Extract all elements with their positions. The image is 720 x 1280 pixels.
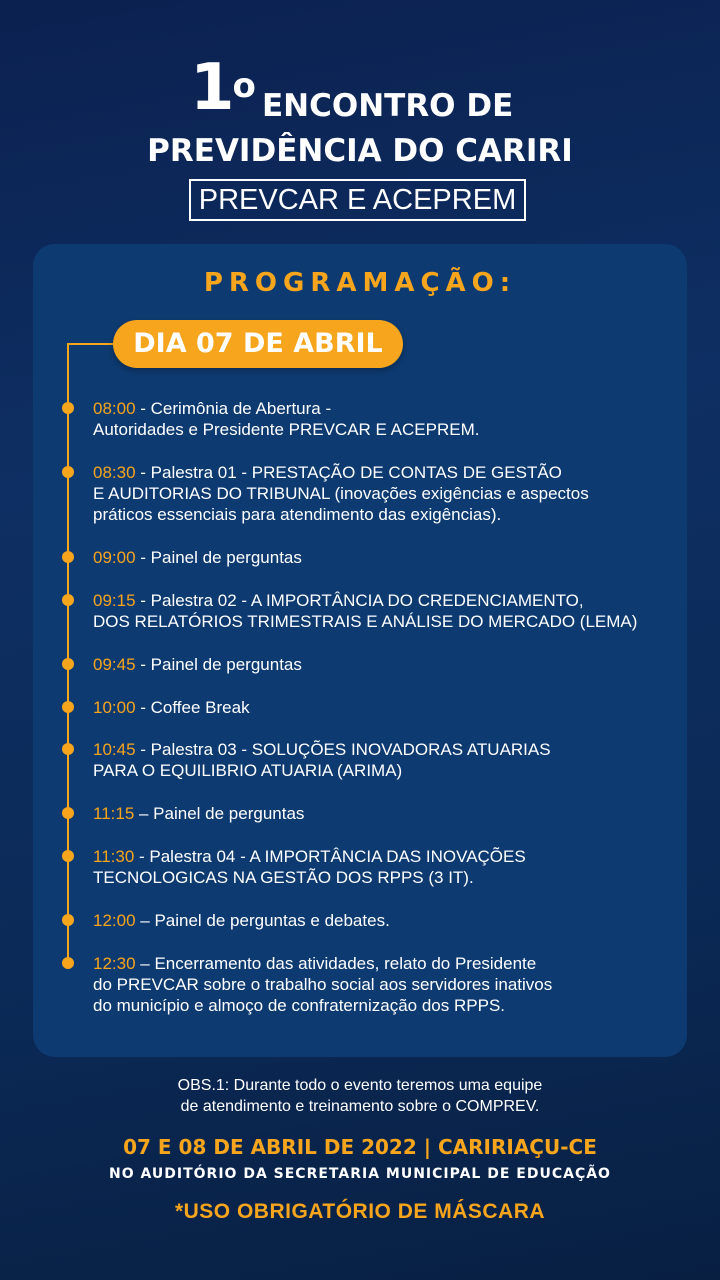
schedule-text: - Painel de perguntas: [135, 548, 302, 567]
timeline-dot: [62, 701, 74, 713]
schedule-item-line: [93, 995, 673, 1016]
ordinal-indicator: o: [232, 66, 254, 106]
edition-number: 1$^o$: [190, 51, 254, 125]
schedule-text: - Palestra 04 - A IMPORTÂNCIA DAS INOVAÇÕES: [134, 847, 526, 866]
schedule-item-line: [93, 483, 673, 504]
observation-note: [0, 1075, 720, 1117]
schedule-item: [93, 846, 673, 888]
schedule-time: 10:45: [93, 740, 136, 759]
timeline-dot: [62, 743, 74, 755]
schedule-item-line: [93, 654, 673, 675]
schedule-time: 11:30: [93, 847, 135, 866]
timeline-dot: [62, 807, 74, 819]
schedule-item-line: [93, 419, 673, 440]
timeline-dot: [62, 466, 74, 478]
schedule-item-line: [93, 867, 673, 888]
event-title-line1: ENCONTRO DE: [262, 88, 514, 124]
schedule-time: 10:00: [93, 698, 136, 717]
schedule-time: 12:00: [93, 911, 136, 930]
schedule-item-line: [93, 739, 673, 760]
schedule-item-line: [93, 974, 673, 995]
event-title-line2: PREVIDÊNCIA DO CARIRI: [147, 133, 573, 169]
schedule-time: 12:30: [93, 954, 136, 973]
timeline-dot: [62, 658, 74, 670]
schedule-item-line: [93, 462, 673, 483]
schedule-item: [93, 739, 673, 781]
schedule-time: 09:00: [93, 548, 136, 567]
schedule-item: [93, 547, 673, 568]
timeline-dot: [62, 957, 74, 969]
schedule-time: 08:00: [93, 399, 136, 418]
schedule-text: do município e almoço de confraternização dos RPPS.: [93, 996, 506, 1015]
schedule-text: DOS RELATÓRIOS TRIMESTRAIS E ANÁLISE DO MERCADO (LEMA): [93, 612, 638, 631]
timeline-dot: [62, 594, 74, 606]
schedule-item-line: [93, 910, 673, 931]
organizers-box: PREVCAR E ACEPREM: [189, 179, 526, 221]
schedule-item-line: [93, 590, 673, 611]
event-venue: NO AUDITÓRIO DA SECRETARIA MUNICIPAL DE EDUCAÇÃO: [109, 1166, 611, 1182]
schedule-time: 09:15: [93, 591, 136, 610]
schedule-time: 09:45: [93, 655, 136, 674]
schedule-text: - Palestra 03 - SOLUÇÕES INOVADORAS ATUARIAS: [135, 740, 551, 759]
schedule-text: - Palestra 02 - A IMPORTÂNCIA DO CREDENCIAMENTO,: [135, 591, 584, 610]
schedule-item: [93, 697, 673, 718]
schedule-item: [93, 953, 673, 1016]
schedule-text: do PREVCAR sobre o trabalho social aos servidores inativos: [93, 975, 553, 994]
schedule-item: [93, 654, 673, 675]
schedule-text: TECNOLOGICAS NA GESTÃO DOS RPPS (3 IT).: [93, 868, 474, 887]
timeline-dot: [62, 402, 74, 414]
schedule-text: – Painel de perguntas: [134, 804, 305, 823]
schedule-text: - Coffee Break: [135, 698, 250, 717]
program-title: PROGRAMAÇÃO:: [203, 268, 517, 298]
schedule-item-line: [93, 398, 673, 419]
event-dates-location: 07 E 08 DE ABRIL DE 2022 | CARIRIAÇU-CE: [123, 1135, 597, 1159]
timeline-connector: [67, 343, 115, 345]
observation-line: OBS.1: Durante todo o evento teremos uma equipe: [177, 1077, 543, 1094]
schedule-item: [93, 398, 673, 440]
schedule-item-line: [93, 611, 673, 632]
schedule-text: PARA O EQUILIBRIO ATUARIA (ARIMA): [93, 761, 403, 780]
schedule-time: 11:15: [93, 804, 135, 823]
schedule-text: Autoridades e Presidente PREVCAR E ACEPREM.: [93, 420, 480, 439]
schedule-item-line: [93, 846, 673, 867]
schedule-item-line: [93, 547, 673, 568]
day-badge: DIA 07 DE ABRIL: [113, 320, 403, 368]
schedule-text: - Palestra 01 - PRESTAÇÃO DE CONTAS DE GESTÃO: [135, 463, 562, 482]
schedule-text: – Encerramento das atividades, relato do Presidente: [135, 954, 537, 973]
schedule-item-line: [93, 953, 673, 974]
schedule-item-line: [93, 803, 673, 824]
schedule-text: E AUDITORIAS DO TRIBUNAL (inovações exigências e aspectos: [93, 484, 589, 503]
schedule-time: 08:30: [93, 463, 136, 482]
schedule-text: – Painel de perguntas e debates.: [135, 911, 390, 930]
timeline-dot: [62, 914, 74, 926]
schedule-item-line: [93, 504, 673, 525]
schedule-item-line: [93, 697, 673, 718]
schedule-item: [93, 803, 673, 824]
timeline-dot: [62, 551, 74, 563]
mask-notice: *USO OBRIGATÓRIO DE MÁSCARA: [174, 1200, 546, 1223]
schedule-text: - Painel de perguntas: [135, 655, 302, 674]
schedule-text: práticos essenciais para atendimento das exigências).: [93, 505, 502, 524]
observation-line: de atendimento e treinamento sobre o COMPREV.: [180, 1098, 540, 1115]
timeline-line: [67, 343, 69, 963]
schedule-item: [93, 590, 673, 632]
schedule-text: - Cerimônia de Abertura -: [135, 399, 332, 418]
schedule-item: [93, 462, 673, 525]
timeline-dot: [62, 850, 74, 862]
schedule-item-line: [93, 760, 673, 781]
schedule-item: [93, 910, 673, 931]
